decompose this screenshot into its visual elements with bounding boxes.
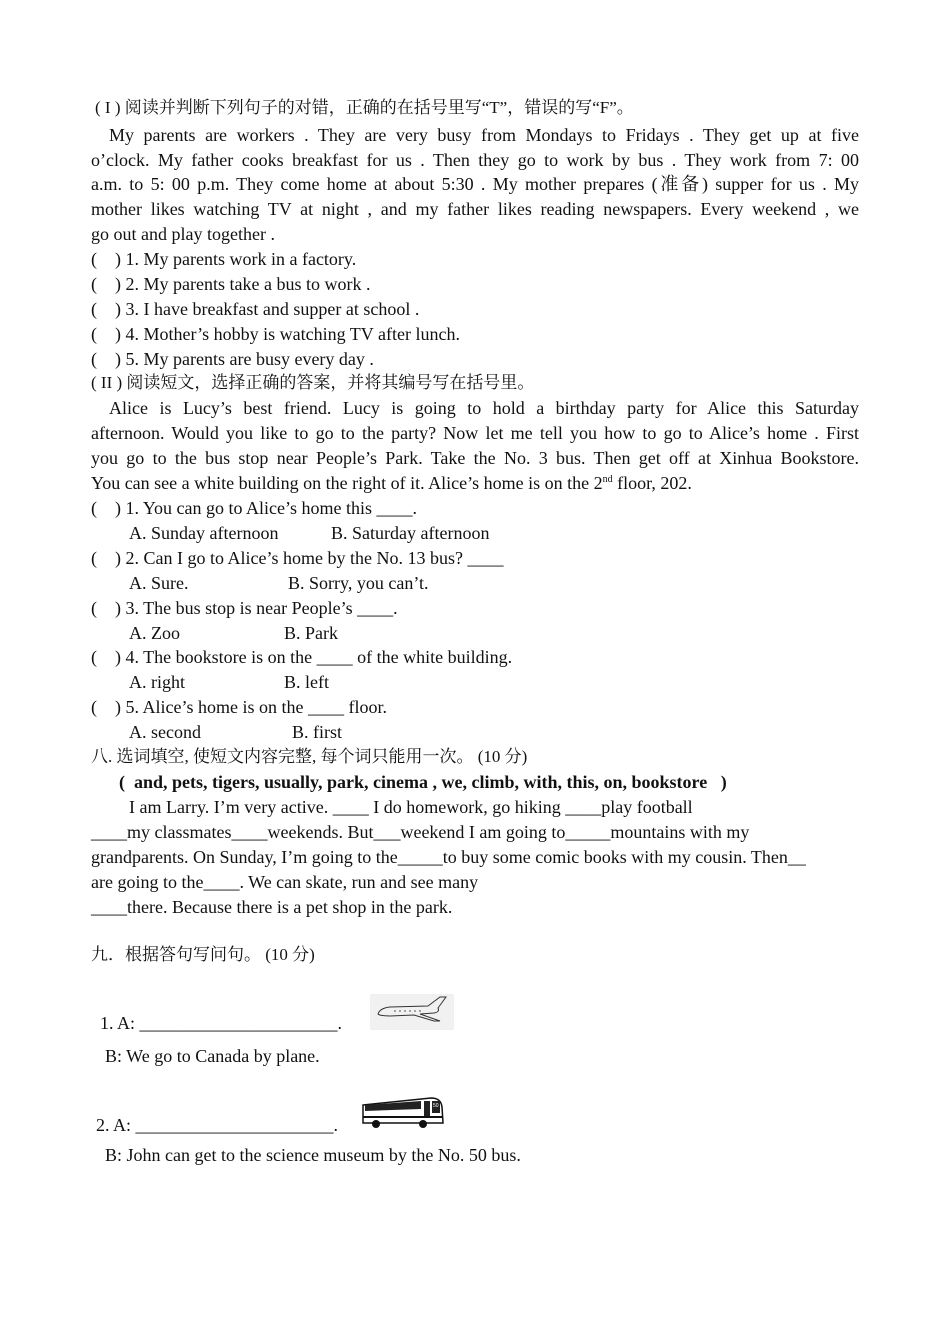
- ordinal-suffix: nd: [602, 474, 613, 485]
- question-2-a: 2. A: ______________________.: [96, 1115, 339, 1135]
- question-1-a: 1. A: ______________________.: [100, 1013, 343, 1033]
- part2-question: ( ) 1. You can go to Alice’s home this ____.: [91, 498, 417, 518]
- passage-text: floor, 202.: [612, 473, 692, 493]
- part2-passage-line: [91, 472, 692, 494]
- part1-item: ( ) 4. Mother’s hobby is watching TV after lunch.: [91, 324, 460, 344]
- part2-passage-line: afternoon. Would you like to go to the party? Now let me tell you how to go to Alice’s home . First: [91, 423, 859, 443]
- option-a: A. right: [129, 672, 185, 692]
- option-a: A. Zoo: [129, 623, 180, 643]
- part2-question: ( ) 4. The bookstore is on the ____ of the white building.: [91, 647, 513, 667]
- bus-number: 50: [433, 1103, 439, 1109]
- question-2-b: B: John can get to the science museum by the No. 50 bus.: [105, 1145, 521, 1165]
- part9-heading: 九．根据答句写问句。 (10 分): [91, 945, 315, 964]
- option-a: A. Sunday afternoon: [129, 523, 279, 543]
- part8-line: ____there. Because there is a pet shop in the park.: [91, 897, 453, 917]
- part1-passage-line: mother likes watching TV at night , and my father likes reading newspapers. Every weekend , we: [91, 199, 859, 219]
- option-b: B. Saturday afternoon: [331, 523, 490, 543]
- part1-passage-line: a.m. to 5: 00 p.m. They come home at about 5:30 . My mother prepares (准备) supper for us . My: [91, 174, 859, 194]
- part1-item: ( ) 1. My parents work in a factory.: [91, 249, 357, 269]
- part8-line: are going to the____. We can skate, run and see many: [91, 872, 479, 892]
- part8-line: ____my classmates____weekends. But___weekend I am going to_____mountains with my: [91, 822, 750, 842]
- airplane-image: [370, 994, 454, 1030]
- part8-line: grandparents. On Sunday, I’m going to the_____to buy some comic books with my cousin. Then__: [91, 847, 806, 867]
- part1-item: ( ) 2. My parents take a bus to work .: [91, 274, 371, 294]
- bus-image: [361, 1095, 445, 1131]
- part2-question: ( ) 2. Can I go to Alice’s home by the No. 13 bus? ____: [91, 548, 504, 568]
- question-1-b: B: We go to Canada by plane.: [105, 1046, 320, 1066]
- option-b: B. Sorry, you can’t.: [288, 573, 429, 593]
- passage-text: You can see a white building on the right of it. Alice’s home is on the 2: [91, 473, 603, 493]
- part8-heading: 八. 选词填空, 使短文内容完整, 每个词只能用一次。 (10 分): [91, 747, 528, 766]
- part1-passage-line: go out and play together .: [91, 224, 275, 244]
- option-b: B. left: [284, 672, 329, 692]
- option-b: B. first: [292, 722, 343, 742]
- part2-heading: ( II ) 阅读短文，选择正确的答案，并将其编号写在括号里。: [91, 373, 535, 392]
- option-a: A. second: [129, 722, 201, 742]
- part2-question: ( ) 3. The bus stop is near People’s ____.: [91, 598, 398, 618]
- part1-passage-line: My parents are workers . They are very busy from Mondays to Fridays . They get up at five: [109, 125, 859, 145]
- part2-passage-line: Alice is Lucy’s best friend. Lucy is going to hold a birthday party for Alice this Saturday: [109, 398, 859, 418]
- part2-passage-line: you go to the bus stop near People’s Park. Take the No. 3 bus. Then get off at Xinhua Bookstore.: [91, 448, 859, 468]
- part8-line: I am Larry. I’m very active. ____ I do homework, go hiking ____play football: [129, 797, 693, 817]
- option-a: A. Sure.: [129, 573, 189, 593]
- part2-question: ( ) 5. Alice’s home is on the ____ floor.: [91, 697, 387, 717]
- word-bank: ( and, pets, tigers, usually, park, cinema , we, climb, with, this, on, bookstore ): [119, 772, 727, 792]
- option-b: B. Park: [284, 623, 338, 643]
- part1-item: ( ) 5. My parents are busy every day .: [91, 349, 374, 369]
- part1-item: ( ) 3. I have breakfast and supper at school .: [91, 299, 420, 319]
- part1-heading: ( I ) 阅读并判断下列句子的对错，正确的在括号里写“T”，错误的写“F”。: [95, 98, 634, 117]
- part1-passage-line: o’clock. My father cooks breakfast for us . Then they go to work by bus . They work from 7: 00: [91, 150, 859, 170]
